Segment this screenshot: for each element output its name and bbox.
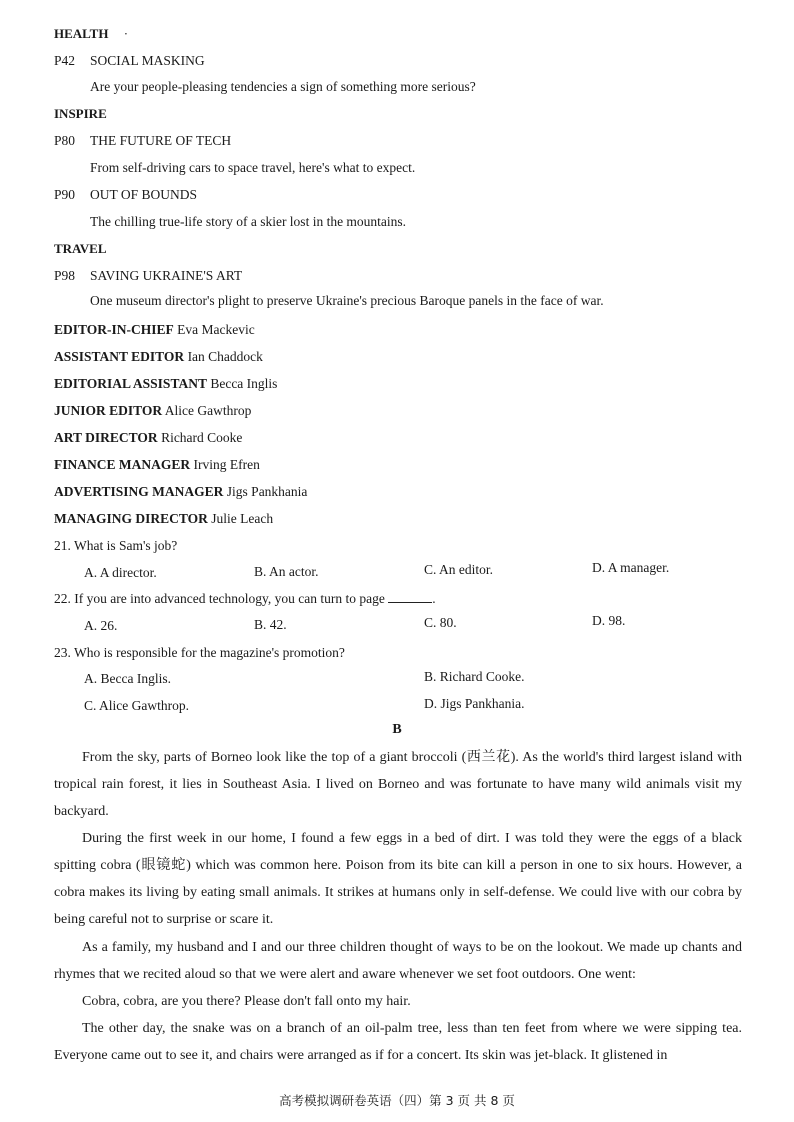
item-desc-saving-ukraines-art: One museum director's plight to preserve Ukraine's precious Baroque panels in the face of war. xyxy=(90,293,604,308)
question-21-option-b[interactable]: B. An actor. xyxy=(254,564,319,579)
item-page-p90: P90 xyxy=(54,187,76,202)
question-23-option-b[interactable]: B. Richard Cooke. xyxy=(424,669,525,684)
item-page-p42: P42 xyxy=(54,53,76,68)
passage-paragraph-text: Cobra, cobra, are you there? Please don't fall onto my hair. xyxy=(82,994,411,1009)
section-travel: TRAVEL xyxy=(54,241,107,256)
staff-row xyxy=(54,321,255,339)
staff-role: ADVERTISING MANAGER xyxy=(54,484,224,499)
staff-row xyxy=(54,429,242,447)
passage-paragraph xyxy=(54,825,742,933)
question-23-option-d[interactable]: D. Jigs Pankhania. xyxy=(424,696,525,711)
staff-name: Eva Mackevic xyxy=(177,322,255,337)
item-title-social-masking: SOCIAL MASKING xyxy=(90,53,205,68)
answer-blank[interactable] xyxy=(388,590,432,603)
item-desc-future-of-tech: From self-driving cars to space travel, here's what to expect. xyxy=(90,160,416,175)
question-22-stem-text: 22. If you are into advanced technology, you can turn to page xyxy=(54,591,385,606)
staff-name: Alice Gawthrop xyxy=(164,403,252,418)
item-page-p80: P80 xyxy=(54,133,76,148)
staff-name: Jigs Pankhania xyxy=(226,484,308,499)
staff-role: FINANCE MANAGER xyxy=(54,457,191,472)
staff-row xyxy=(54,510,273,528)
staff-row xyxy=(54,483,307,501)
staff-role: EDITOR-IN-CHIEF xyxy=(54,322,174,337)
passage-paragraph xyxy=(54,988,742,1015)
question-22-option-c[interactable]: C. 80. xyxy=(424,615,457,630)
question-23-option-a[interactable]: A. Becca Inglis. xyxy=(84,671,171,686)
staff-role: EDITORIAL ASSISTANT xyxy=(54,376,207,391)
question-23-stem: 23. Who is responsible for the magazine's promotion? xyxy=(54,645,345,660)
passage-b-heading: B xyxy=(392,722,402,737)
item-title-out-of-bounds: OUT OF BOUNDS xyxy=(90,187,198,202)
staff-row xyxy=(54,375,277,393)
staff-name: Richard Cooke xyxy=(161,430,243,445)
question-22-stem-end: . xyxy=(432,591,436,606)
passage-paragraph-text: From the sky, parts of Borneo look like the top of a giant broccoli (西兰花). As the world's third largest island with tropical rain forest, it lies in Southeast Asia. I lived on Borneo and was fortunate to have many wild animals visit my backyard. xyxy=(54,750,742,819)
question-21-option-c[interactable]: C. An editor. xyxy=(424,562,494,577)
page-footer: 高考模拟调研卷英语（四）第 3 页 共 8 页 xyxy=(279,1093,515,1108)
question-23-option-c[interactable]: C. Alice Gawthrop. xyxy=(84,698,189,713)
staff-role: MANAGING DIRECTOR xyxy=(54,511,208,526)
staff-name: Ian Chaddock xyxy=(187,349,263,364)
item-desc-social-masking: Are your people-pleasing tendencies a sign of something more serious? xyxy=(90,79,476,94)
passage-paragraph-text: The other day, the snake was on a branch of an oil-palm tree, less than ten feet from where we were sipping tea. Everyone came out to see it, and chairs were arranged as if for a concert. Its skin was jet-black. It glistened in xyxy=(54,1021,742,1063)
item-title-saving-ukraines-art: SAVING UKRAINE'S ART xyxy=(90,268,243,283)
passage-paragraph-text: As a family, my husband and I and our three children thought of ways to be on the lookout. We made up chants and rhymes that we recited aloud so that we were alert and aware whenever we set foot outdoors. One went: xyxy=(54,940,742,982)
staff-name: Becca Inglis xyxy=(210,376,278,391)
staff-row xyxy=(54,402,251,420)
passage-paragraph xyxy=(54,934,742,988)
staff-row xyxy=(54,456,260,474)
passage-paragraph-text: During the first week in our home, I found a few eggs in a bed of dirt. I was told they were the eggs of a black spitting cobra (眼镜蛇) which was common here. Poison from its bite can kill a person in one to six hours. However, a cobra makes its living by eating small animals. It strikes at humans only in self-defense. We could live with our cobra by being careful not to surprise or scare it. xyxy=(54,831,742,927)
staff-role: JUNIOR EDITOR xyxy=(54,403,163,418)
section-health xyxy=(54,25,128,43)
section-inspire: INSPIRE xyxy=(54,106,107,121)
question-22-option-d[interactable]: D. 98. xyxy=(592,613,626,628)
question-21-option-a[interactable]: A. A director. xyxy=(84,565,157,580)
passage-paragraph xyxy=(54,1015,742,1069)
staff-role: ASSISTANT EDITOR xyxy=(54,349,185,364)
item-desc-out-of-bounds: The chilling true-life story of a skier lost in the mountains. xyxy=(90,214,407,229)
question-21-option-d[interactable]: D. A manager. xyxy=(592,560,670,575)
item-page-p98: P98 xyxy=(54,268,76,283)
passage-paragraph xyxy=(54,744,742,825)
question-22-option-a[interactable]: A. 26. xyxy=(84,618,118,633)
question-21-stem: 21. What is Sam's job? xyxy=(54,538,178,553)
section-health-label: HEALTH xyxy=(54,26,109,41)
section-health-dot: · xyxy=(123,26,129,41)
staff-name: Julie Leach xyxy=(211,511,274,526)
staff-name: Irving Efren xyxy=(193,457,260,472)
staff-role: ART DIRECTOR xyxy=(54,430,158,445)
staff-row xyxy=(54,348,263,366)
question-22-stem xyxy=(54,590,436,608)
item-title-future-of-tech: THE FUTURE OF TECH xyxy=(90,133,232,148)
question-22-option-b[interactable]: B. 42. xyxy=(254,617,287,632)
